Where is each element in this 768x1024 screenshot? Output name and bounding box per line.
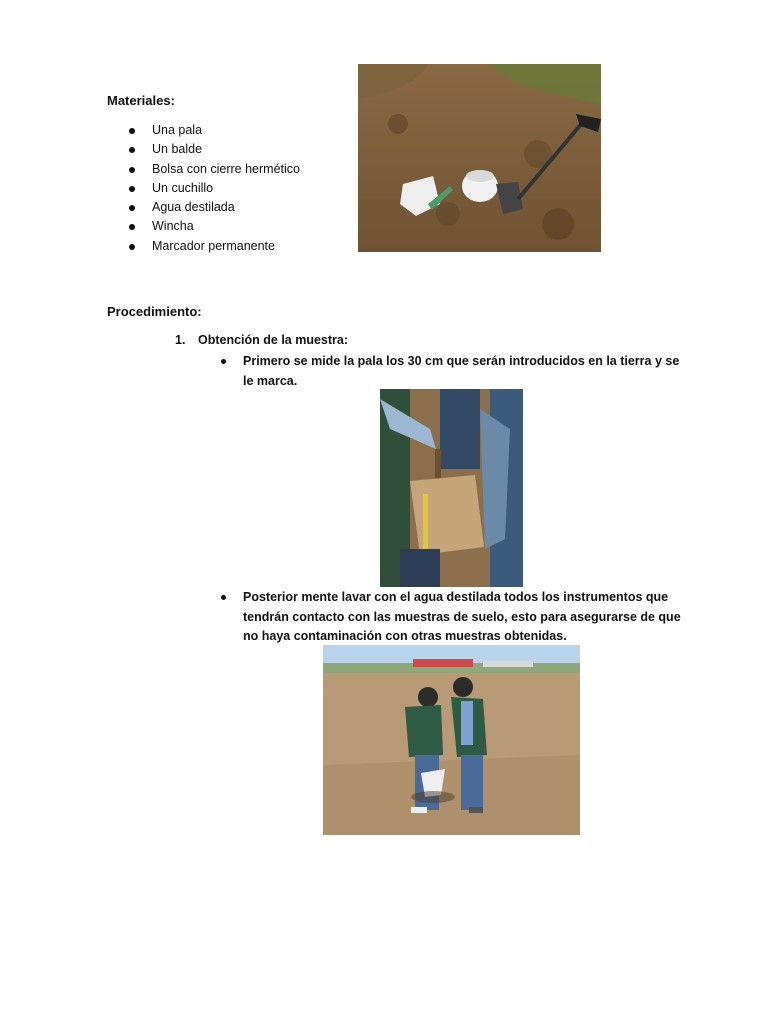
measure-photo <box>380 389 523 587</box>
procedure-heading: Procedimiento: <box>107 304 202 319</box>
bullet-icon <box>221 595 226 600</box>
step-number: 1. <box>175 333 186 347</box>
list-item: Un cuchillo <box>127 179 300 198</box>
field-photo <box>323 645 580 835</box>
list-item: Wincha <box>127 217 300 236</box>
field-photo-illustration <box>323 645 580 835</box>
soil-photo-illustration <box>358 64 601 252</box>
step-bullet-2: Posterior mente lavar con el agua destilada todos los instrumentos que tendrán contacto con las muestras de suelo, esto para asegurarse de que no haya contaminación con otras muestras obtenidas. <box>243 588 683 647</box>
bullet-icon <box>129 224 135 230</box>
materials-heading: Materiales: <box>107 93 175 108</box>
list-item: Una pala <box>127 121 300 140</box>
list-item: Marcador permanente <box>127 237 300 256</box>
bullet-icon <box>221 359 226 364</box>
materials-photo <box>358 64 601 252</box>
shovel-photo-illustration <box>380 389 523 587</box>
bullet-icon <box>129 167 135 173</box>
list-item: Agua destilada <box>127 198 300 217</box>
bullet-icon <box>129 128 135 134</box>
step-title: Obtención de la muestra: <box>198 333 349 347</box>
list-item: Bolsa con cierre hermético <box>127 160 300 179</box>
list-item: Un balde <box>127 140 300 159</box>
bullet-icon <box>129 205 135 211</box>
bullet-icon <box>129 244 135 250</box>
step-bullet-1: Primero se mide la pala los 30 cm que serán introducidos en la tierra y se le marca. <box>243 352 683 391</box>
bullet-icon <box>129 147 135 153</box>
bullet-icon <box>129 186 135 192</box>
materials-list <box>127 121 300 256</box>
